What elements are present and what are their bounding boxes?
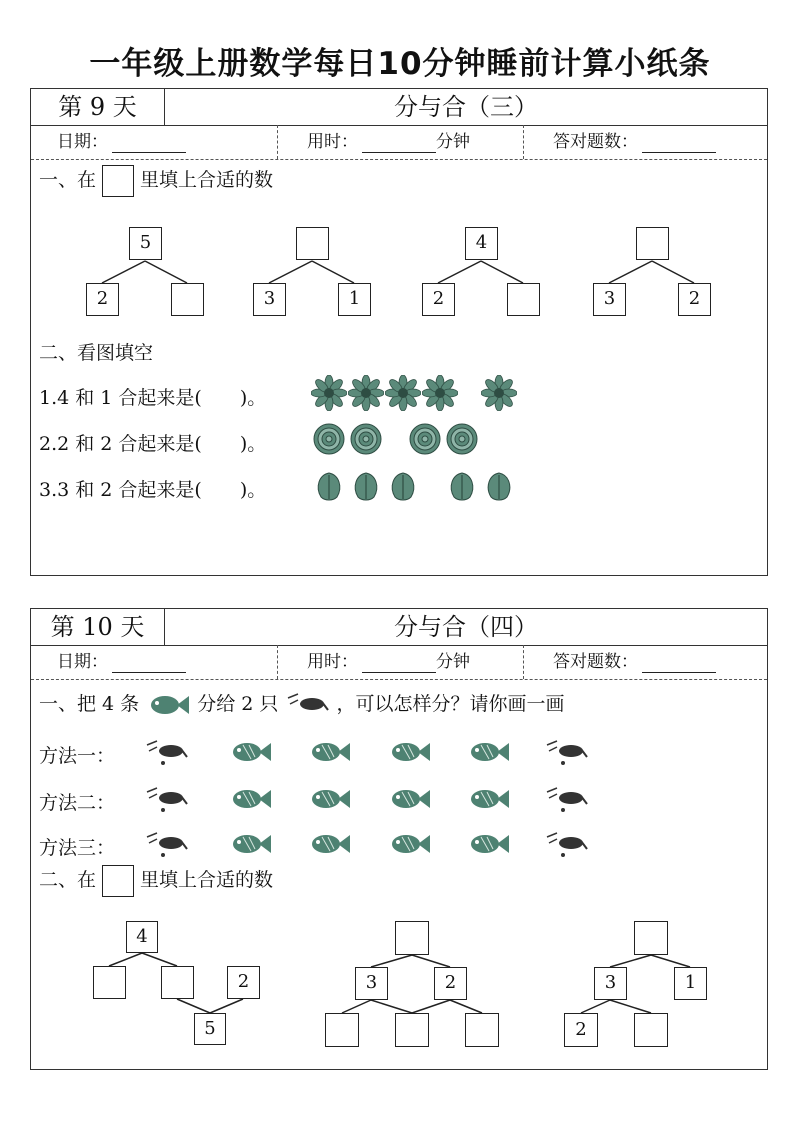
bond-line <box>610 1000 651 1013</box>
fish-icon <box>306 782 352 816</box>
bond-line <box>481 261 523 283</box>
number-box: 2 <box>434 967 467 1000</box>
answer-box[interactable] <box>636 227 669 260</box>
number-box: 3 <box>593 283 626 316</box>
number-box: 2 <box>564 1013 598 1047</box>
leaf-icon <box>481 467 517 503</box>
answer-box[interactable] <box>93 966 126 999</box>
day-9-lesson-title: 分与合（三） <box>394 93 538 121</box>
bond-line <box>371 955 412 967</box>
day-10-header <box>31 609 767 646</box>
flower-icon <box>348 375 384 411</box>
divider <box>277 125 278 159</box>
cat-icon <box>143 827 189 861</box>
bond-line <box>312 261 354 283</box>
divider <box>277 645 278 679</box>
instruction-suffix: 里填上合适的数 <box>140 169 274 191</box>
number-box: 3 <box>355 967 388 1000</box>
number-box: 2 <box>86 283 119 316</box>
number-box: 1 <box>338 283 371 316</box>
cat-icon <box>543 735 589 769</box>
instruction-suffix: 里填上合适的数 <box>140 869 274 891</box>
answer-box[interactable] <box>634 1013 668 1047</box>
instruction-prefix: 一、在 <box>39 169 97 191</box>
time-field[interactable] <box>307 645 470 679</box>
date-label: 日期： <box>57 652 108 672</box>
date-field[interactable] <box>57 125 186 159</box>
correct-count-field[interactable] <box>553 645 716 679</box>
number-box: 3 <box>253 283 286 316</box>
number-box: 1 <box>674 967 707 1000</box>
bond-line <box>102 261 145 283</box>
day-10-label: 第 10 天 <box>31 609 165 645</box>
bond-line <box>651 955 690 967</box>
question-2: 2.2 和 2 合起来是( )。 <box>39 433 267 455</box>
answer-box[interactable] <box>507 283 540 316</box>
section-1-instruction <box>39 165 273 197</box>
fish-icon <box>227 827 273 861</box>
day-10-info-row <box>31 645 767 680</box>
number-box: 5 <box>129 227 162 260</box>
instruction-part-a: 一、把 4 条 <box>39 693 140 715</box>
bond-line <box>609 261 652 283</box>
correct-count-label: 答对题数： <box>553 132 638 152</box>
flower-icon <box>422 375 458 411</box>
fish-icon <box>227 782 273 816</box>
fish-icon <box>306 827 352 861</box>
leaf-icon <box>444 467 480 503</box>
method-label: 方法一： <box>39 745 116 767</box>
leaf-icon <box>311 467 347 503</box>
instruction-part-c: ，可以怎样分？请你画一画 <box>336 693 565 715</box>
divider <box>523 645 524 679</box>
section-2-instruction <box>39 865 273 897</box>
minutes-label: 分钟 <box>436 132 470 152</box>
correct-count-blank[interactable] <box>642 132 716 153</box>
answer-box[interactable] <box>325 1013 359 1047</box>
worksheet-title: 一年级上册数学每日10分钟睡前计算小纸条 <box>89 46 711 82</box>
number-box: 2 <box>678 283 711 316</box>
bond-line <box>610 955 651 967</box>
fish-icon <box>465 735 511 769</box>
cat-icon <box>143 735 189 769</box>
instruction-part-b: 分给 2 只 <box>197 693 279 715</box>
method-label: 方法三： <box>39 837 116 859</box>
leaf-icon <box>348 467 384 503</box>
bond-line <box>652 261 694 283</box>
day-9-label: 第 9 天 <box>31 89 165 125</box>
instruction-prefix: 二、在 <box>39 869 97 891</box>
day-9-header <box>31 89 767 126</box>
correct-count-field[interactable] <box>553 125 716 159</box>
bond-line <box>450 1000 482 1013</box>
flower-icon <box>385 375 421 411</box>
fish-icon <box>465 827 511 861</box>
bond-line <box>142 953 177 966</box>
bond-line <box>342 1000 371 1013</box>
rose-icon <box>407 421 443 457</box>
rose-icon <box>444 421 480 457</box>
time-label: 用时： <box>307 132 358 152</box>
bond-line <box>177 999 210 1013</box>
correct-count-label: 答对题数： <box>553 652 638 672</box>
answer-box[interactable] <box>465 1013 499 1047</box>
answer-box[interactable] <box>395 1013 429 1047</box>
leaf-icon <box>385 467 421 503</box>
number-box: 5 <box>194 1013 226 1045</box>
answer-box[interactable] <box>634 921 668 955</box>
answer-box[interactable] <box>171 283 204 316</box>
cat-icon <box>284 690 330 720</box>
fish-icon <box>227 735 273 769</box>
day-9-card <box>30 88 768 576</box>
time-field[interactable] <box>307 125 470 159</box>
time-blank[interactable] <box>362 132 436 153</box>
cat-icon <box>543 827 589 861</box>
section-1-instruction <box>39 689 565 720</box>
answer-box[interactable] <box>395 921 429 955</box>
time-blank[interactable] <box>362 652 436 673</box>
fish-icon <box>386 782 432 816</box>
minutes-label: 分钟 <box>436 652 470 672</box>
cat-icon <box>543 782 589 816</box>
bond-line <box>269 261 312 283</box>
bond-line <box>412 955 450 967</box>
date-label: 日期： <box>57 132 108 152</box>
cat-icon <box>143 782 189 816</box>
question-3: 3.3 和 2 合起来是( )。 <box>39 479 267 501</box>
number-box: 4 <box>465 227 498 260</box>
date-blank[interactable] <box>112 132 186 153</box>
date-field[interactable] <box>57 645 186 679</box>
time-label: 用时： <box>307 652 358 672</box>
number-box: 2 <box>422 283 455 316</box>
day-10-card <box>30 608 768 1070</box>
correct-count-blank[interactable] <box>642 652 716 673</box>
flower-icon <box>311 375 347 411</box>
answer-box[interactable] <box>161 966 194 999</box>
rose-icon <box>311 421 347 457</box>
bond-line <box>109 953 142 966</box>
number-box: 2 <box>227 966 260 999</box>
number-box: 3 <box>594 967 627 1000</box>
bond-line <box>412 1000 450 1013</box>
fish-icon <box>386 827 432 861</box>
bond-line <box>438 261 481 283</box>
bond-line <box>581 1000 610 1013</box>
bond-line <box>145 261 187 283</box>
method-label: 方法二： <box>39 792 116 814</box>
divider <box>523 125 524 159</box>
fish-icon <box>145 690 191 720</box>
fish-icon <box>465 782 511 816</box>
day-10-lesson-title: 分与合（四） <box>394 613 538 641</box>
number-box: 4 <box>126 921 158 953</box>
section-2-heading: 二、看图填空 <box>39 342 154 364</box>
question-1: 1.4 和 1 合起来是( )。 <box>39 387 267 409</box>
answer-box-icon <box>102 165 134 197</box>
fish-icon <box>386 735 432 769</box>
answer-box[interactable] <box>296 227 329 260</box>
bond-line <box>371 1000 412 1013</box>
fish-icon <box>306 735 352 769</box>
rose-icon <box>348 421 384 457</box>
answer-box-icon <box>102 865 134 897</box>
date-blank[interactable] <box>112 652 186 673</box>
bond-line <box>210 999 243 1013</box>
flower-icon <box>481 375 517 411</box>
day-9-info-row <box>31 125 767 160</box>
